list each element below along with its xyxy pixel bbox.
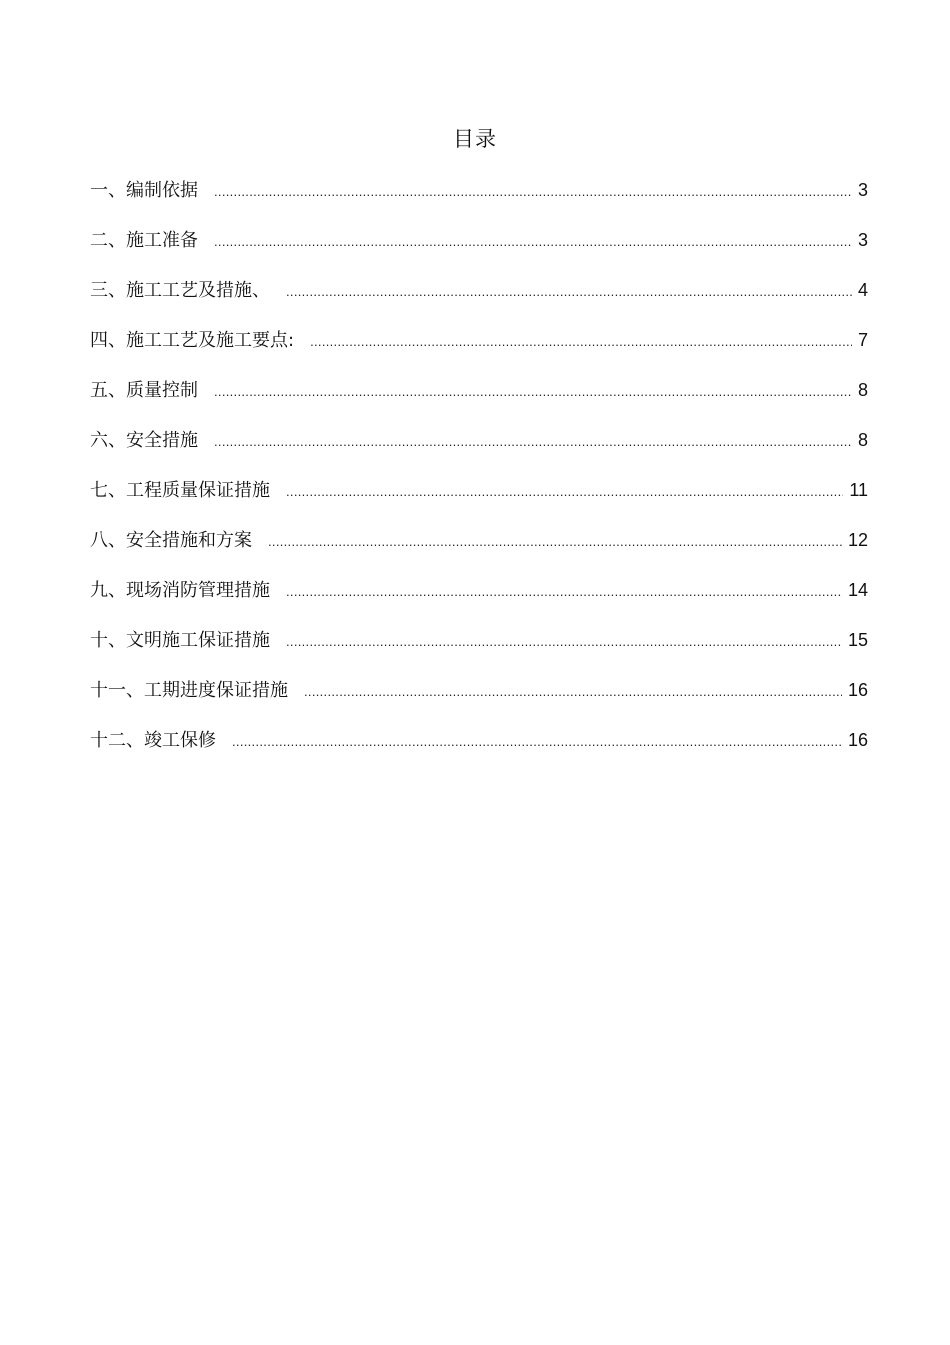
toc-entry[interactable] — [90, 726, 868, 776]
toc-entry[interactable] — [90, 576, 868, 626]
toc-entry-label: 八、安全措施和方案 — [90, 530, 252, 551]
toc-entry-page: 3 — [857, 230, 868, 250]
toc-entry-label: 十二、竣工保修 — [90, 730, 216, 751]
toc-entry-page: 14 — [847, 580, 868, 600]
toc-entry[interactable] — [90, 326, 868, 376]
toc-entry-label: 七、工程质量保证措施 — [90, 480, 270, 501]
toc-dot-leader — [214, 178, 852, 206]
toc-dot-leader — [286, 628, 842, 656]
toc-entry-label: 四、施工工艺及施工要点: — [90, 330, 295, 351]
toc-entry[interactable] — [90, 276, 868, 326]
toc-entry[interactable] — [90, 676, 868, 726]
toc-entry-label: 九、现场消防管理措施 — [90, 580, 270, 601]
toc-entry-page: 3 — [857, 180, 868, 200]
toc-entry-page: 16 — [847, 730, 868, 750]
toc-dot-leader — [214, 228, 852, 256]
toc-dot-leader — [286, 578, 842, 606]
toc-dot-leader — [286, 278, 852, 306]
toc-entry-label: 十一、工期进度保证措施 — [90, 680, 288, 701]
toc-dot-leader — [214, 428, 852, 456]
toc-entry[interactable] — [90, 476, 868, 526]
toc-dot-leader — [268, 528, 842, 556]
toc-dot-leader — [310, 328, 852, 356]
toc-entry-page: 8 — [857, 430, 868, 450]
toc-entry-label: 二、施工准备 — [90, 230, 198, 251]
toc-entry-page: 4 — [857, 280, 868, 300]
toc-title: 目录 — [453, 127, 497, 151]
toc-dot-leader — [304, 678, 842, 706]
toc-entry-page: 7 — [857, 330, 868, 350]
table-of-contents — [90, 176, 868, 776]
toc-dot-leader — [286, 478, 843, 506]
toc-entry-label: 三、施工工艺及措施、 — [90, 280, 270, 301]
toc-entry[interactable] — [90, 526, 868, 576]
toc-entry-label: 十、文明施工保证措施 — [90, 630, 270, 651]
toc-entry[interactable] — [90, 226, 868, 276]
toc-entry[interactable] — [90, 626, 868, 676]
toc-entry-page: 15 — [847, 630, 868, 650]
toc-entry-page: 11 — [849, 480, 868, 500]
toc-entry-label: 五、质量控制 — [90, 380, 198, 401]
toc-entry-label: 六、安全措施 — [90, 430, 198, 451]
toc-entry[interactable] — [90, 426, 868, 476]
toc-entry-page: 16 — [847, 680, 868, 700]
toc-dot-leader — [214, 378, 852, 406]
toc-entry[interactable] — [90, 376, 868, 426]
toc-dot-leader — [232, 728, 842, 756]
toc-entry-page: 12 — [847, 530, 868, 550]
toc-entry-page: 8 — [857, 380, 868, 400]
toc-entry-label: 一、编制依据 — [90, 180, 198, 201]
toc-entry[interactable] — [90, 176, 868, 226]
